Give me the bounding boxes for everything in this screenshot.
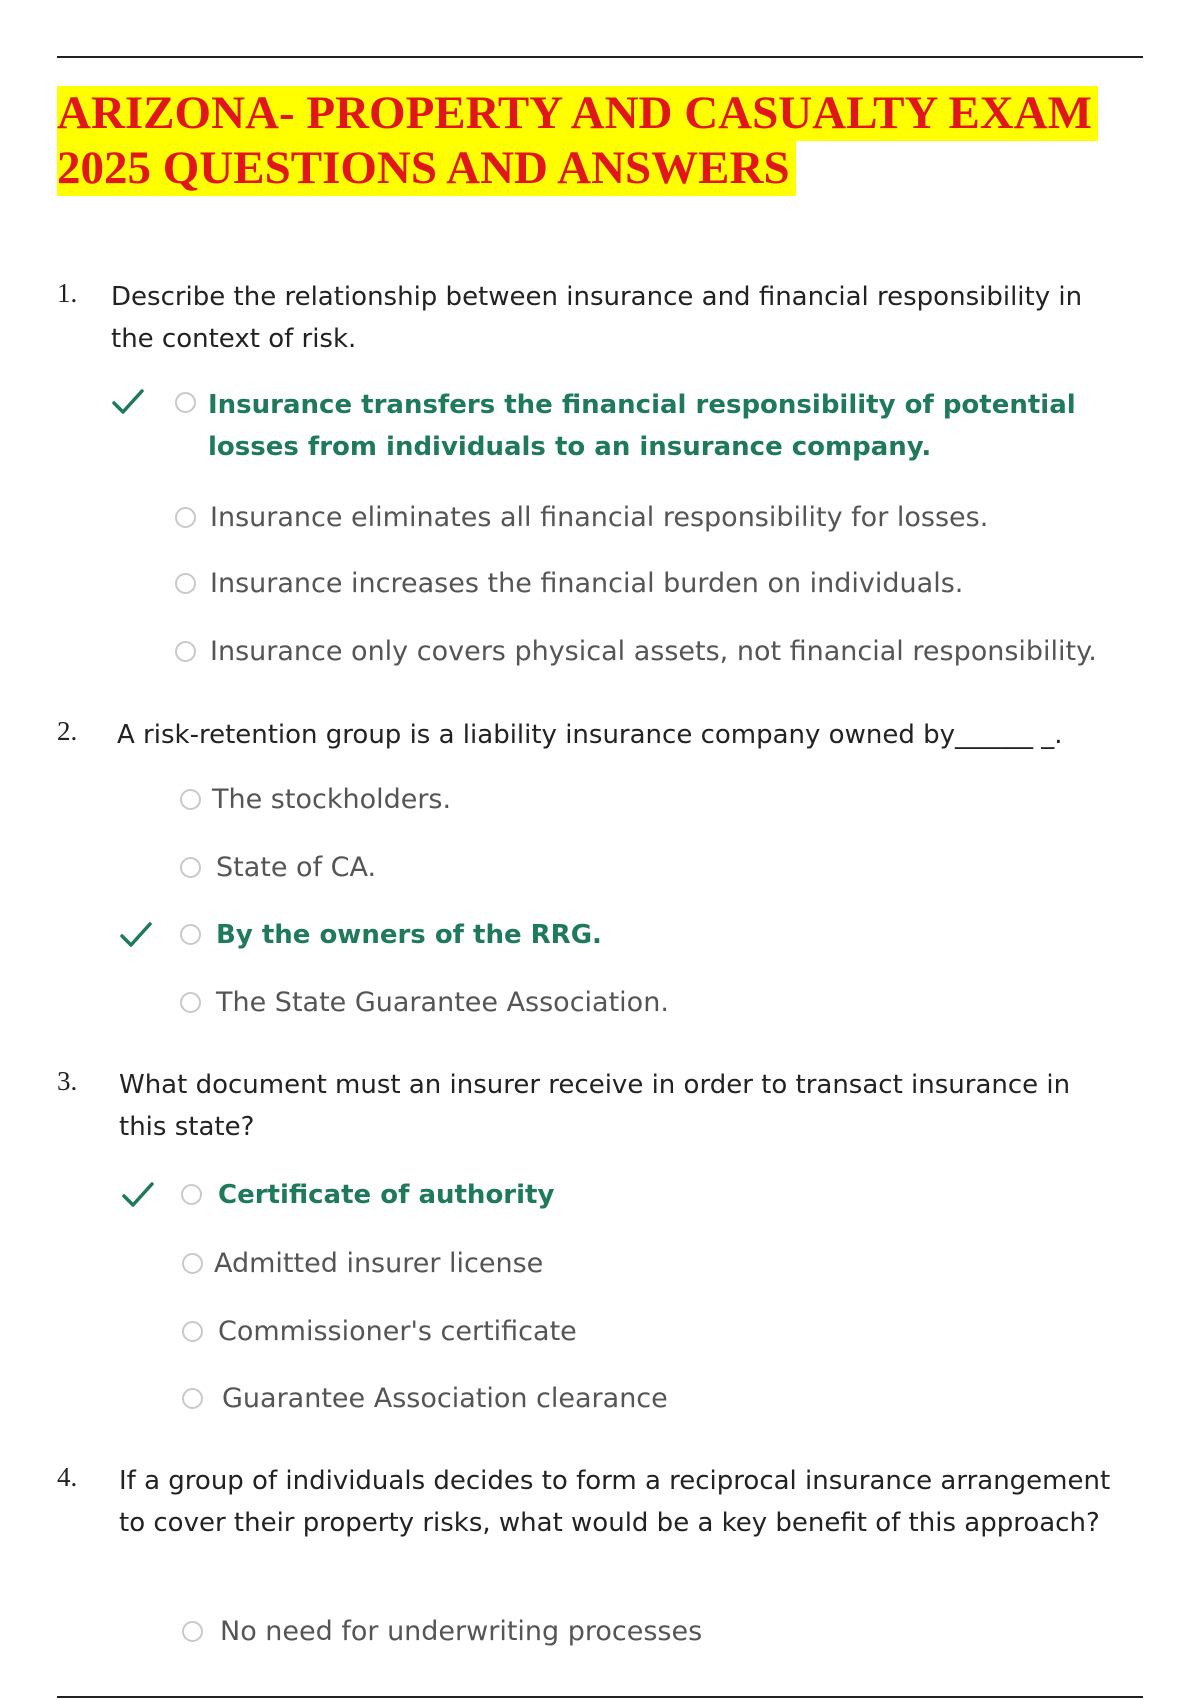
option-label: Insurance only covers physical assets, not financial responsibility.: [210, 636, 1097, 667]
top-rule: [57, 56, 1143, 58]
radio-icon[interactable]: [180, 789, 201, 810]
radio-icon[interactable]: [175, 573, 196, 594]
title-line-1: ARIZONA- PROPERTY AND CASUALTY EXAM: [57, 86, 1098, 141]
radio-icon[interactable]: [182, 1253, 203, 1274]
answer-option[interactable]: [180, 983, 1080, 1023]
question-text: Describe the relationship between insurance and financial responsibility in the context of risk.: [111, 282, 1083, 354]
question-text: If a group of individuals decides to form a reciprocal insurance arrangement to cover their property risks, what would be a key benefit of this approach?: [119, 1466, 1111, 1538]
question-text: What document must an insurer receive in order to transact insurance in this state?: [119, 1070, 1071, 1142]
answer-option[interactable]: [175, 498, 1075, 538]
check-icon: [118, 917, 154, 953]
option-label: The stockholders.: [212, 784, 452, 815]
title-line-2: 2025 QUESTIONS AND ANSWERS: [57, 141, 796, 196]
option-label: Insurance increases the financial burden on individuals.: [210, 568, 964, 599]
option-label: Commissioner's certificate: [218, 1316, 577, 1347]
radio-icon[interactable]: [180, 992, 201, 1013]
check-icon: [110, 384, 146, 420]
answer-option[interactable]: [180, 848, 1080, 888]
answer-option[interactable]: [180, 780, 1080, 820]
question-text: A risk-retention group is a liability insurance company owned by______ _.: [117, 720, 1063, 750]
option-label: Guarantee Association clearance: [222, 1383, 668, 1414]
radio-icon[interactable]: [175, 641, 196, 662]
question-number: 1.: [57, 278, 78, 308]
option-label: No need for underwriting processes: [220, 1616, 703, 1647]
answer-option[interactable]: [182, 1312, 1082, 1352]
radio-icon[interactable]: [175, 507, 196, 528]
radio-icon[interactable]: [182, 1388, 203, 1409]
radio-icon[interactable]: [180, 857, 201, 878]
question-number: 4.: [57, 1462, 78, 1492]
question-number: 3.: [57, 1066, 78, 1096]
option-label: Certificate of authority: [218, 1180, 555, 1210]
radio-icon[interactable]: [182, 1621, 203, 1642]
radio-icon[interactable]: [180, 924, 201, 945]
answer-option[interactable]: [118, 914, 1018, 956]
answer-option[interactable]: [182, 1244, 1082, 1284]
option-label: Insurance eliminates all financial responsibility for losses.: [210, 502, 989, 533]
answer-option[interactable]: [120, 1174, 1020, 1216]
radio-icon[interactable]: [182, 1321, 203, 1342]
option-label: By the owners of the RRG.: [216, 920, 602, 950]
option-label: Insurance transfers the financial responsibility of potential losses from individuals to an insurance company.: [208, 390, 1076, 462]
radio-icon[interactable]: [181, 1184, 202, 1205]
answer-option[interactable]: [175, 632, 1125, 672]
answer-option[interactable]: [175, 564, 1075, 604]
question-number: 2.: [57, 716, 78, 746]
option-label: The State Guarantee Association.: [216, 987, 669, 1018]
bottom-rule: [57, 1696, 1143, 1698]
document-title: [57, 86, 1098, 196]
option-label: State of CA.: [216, 852, 377, 883]
check-icon: [120, 1177, 156, 1213]
answer-option[interactable]: [110, 384, 1160, 468]
answer-option[interactable]: [182, 1612, 1082, 1652]
answer-option[interactable]: [182, 1379, 1082, 1419]
radio-icon[interactable]: [175, 392, 196, 413]
option-label: Admitted insurer license: [214, 1248, 544, 1279]
